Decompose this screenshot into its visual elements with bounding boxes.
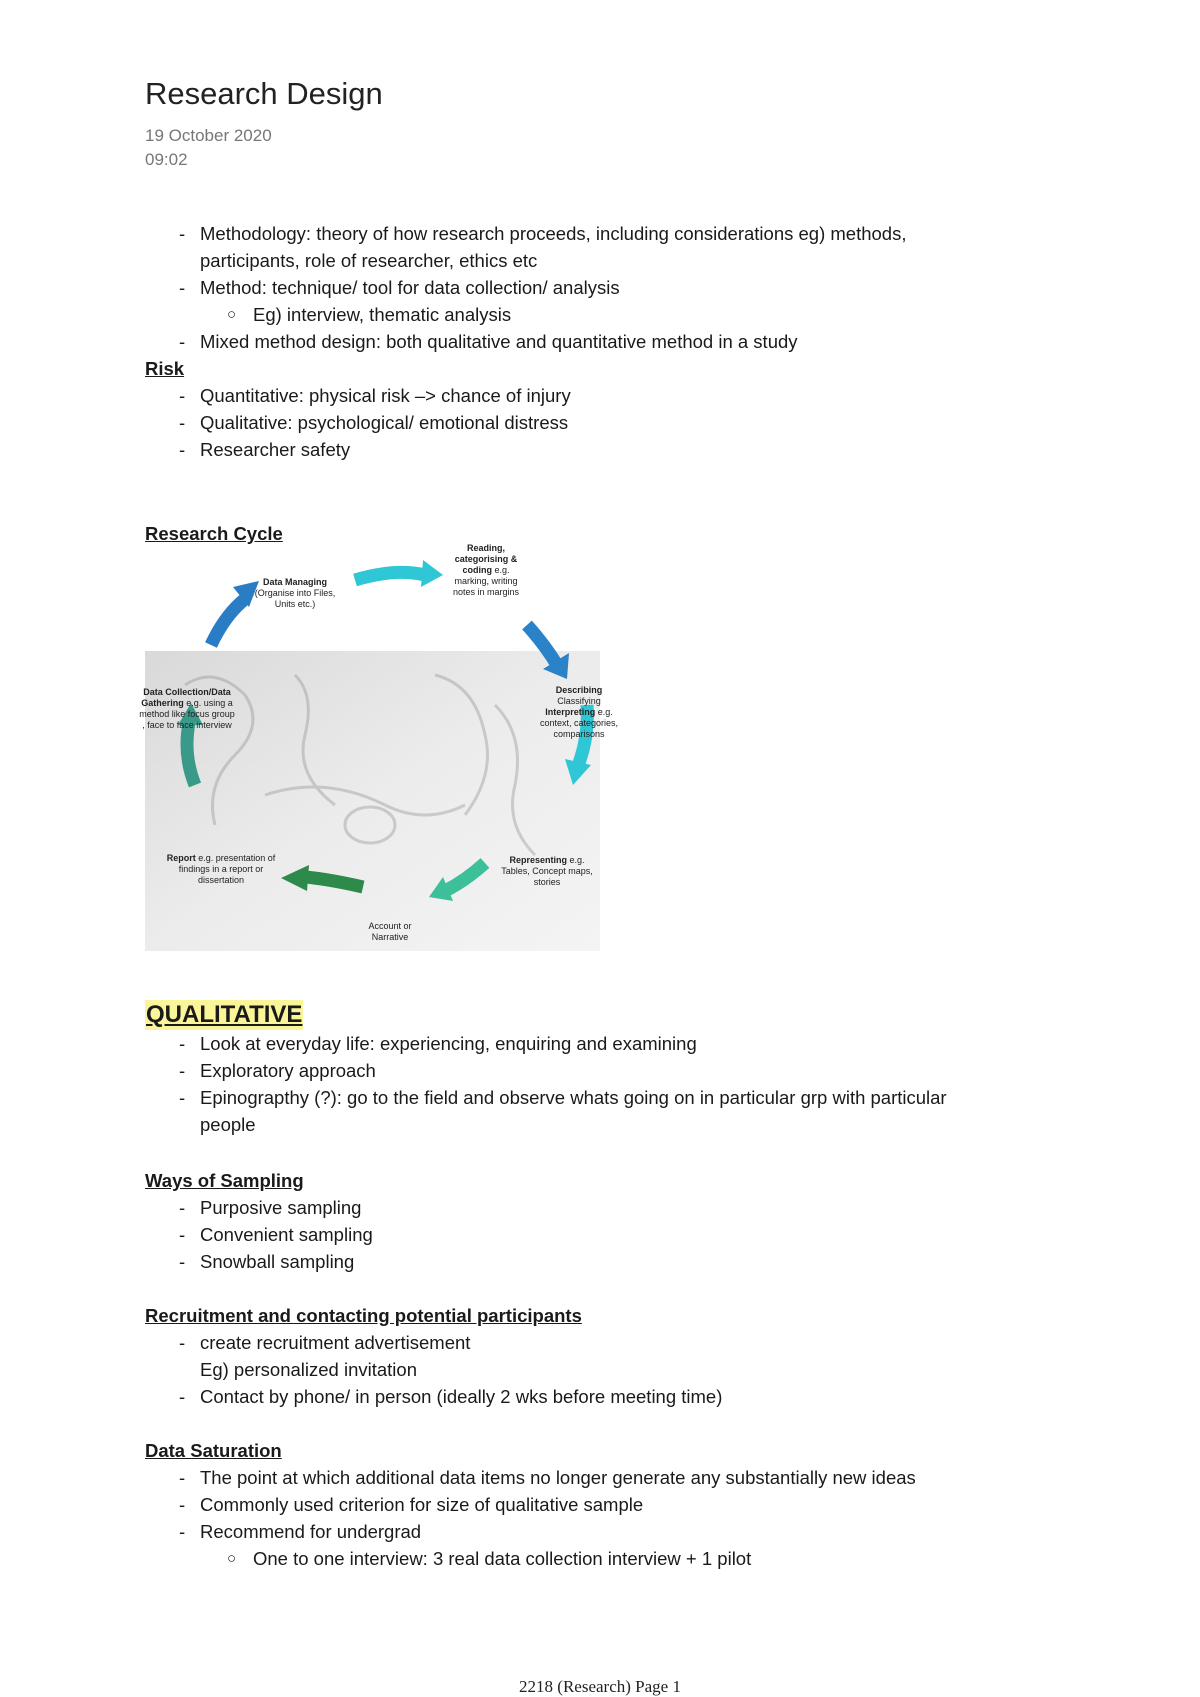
sub-list-item: ○ Eg) interview, thematic analysis bbox=[145, 301, 1045, 328]
list-item: - Researcher safety bbox=[179, 439, 351, 460]
cycle-heading-wrap bbox=[145, 520, 1045, 547]
saturation-heading: Data Saturation bbox=[145, 1440, 282, 1461]
list-item-continuation: participants, role of researcher, ethics etc bbox=[200, 250, 538, 271]
label-account: Account or Narrative bbox=[368, 921, 412, 942]
recruitment-heading: Recruitment and contacting potential participants bbox=[145, 1305, 582, 1326]
label-reading: Reading, categorising & coding e.g. marking, writing notes in margins bbox=[452, 543, 520, 597]
page-time: 09:02 bbox=[145, 150, 188, 169]
label-representing: Representing e.g. Tables, Concept maps, stories bbox=[501, 855, 593, 887]
list-item: - Contact by phone/ in person (ideally 2 wks before meeting time) bbox=[179, 1386, 723, 1407]
list-item-continuation: people bbox=[200, 1114, 256, 1135]
list-item: - Qualitative: psychological/ emotional distress bbox=[179, 412, 569, 433]
list-item: - Recommend for undergrad bbox=[179, 1521, 422, 1542]
arrow-data-managing-to-reading bbox=[355, 560, 443, 587]
list-item: - Commonly used criterion for size of qualitative sample bbox=[179, 1494, 644, 1515]
recruitment-section bbox=[145, 1302, 1045, 1410]
list-item: - Methodology: theory of how research proceeds, including considerations eg) methods, bbox=[179, 223, 907, 244]
list-item: - Method: technique/ tool for data collection/ analysis bbox=[179, 277, 620, 298]
list-item: - Mixed method design: both qualitative and quantitative method in a study bbox=[179, 331, 798, 352]
list-item: - Purposive sampling bbox=[179, 1197, 362, 1218]
circle-bullet-icon: ○ bbox=[227, 1550, 237, 1567]
list-item: - Snowball sampling bbox=[179, 1251, 355, 1272]
sampling-section bbox=[145, 1167, 1045, 1275]
qualitative-section bbox=[145, 1000, 1045, 1138]
risk-heading: Risk bbox=[145, 358, 185, 379]
list-item: - Convenient sampling bbox=[179, 1224, 373, 1245]
list-item: - The point at which additional data items no longer generate any substantially new ideas bbox=[179, 1467, 916, 1488]
qualitative-heading: QUALITATIVE bbox=[146, 1001, 303, 1028]
intro-section bbox=[145, 220, 1045, 355]
page-title: Research Design bbox=[145, 76, 383, 111]
page-date: 19 October 2020 bbox=[145, 126, 272, 145]
saturation-section bbox=[145, 1437, 1045, 1572]
list-item-continuation: Eg) personalized invitation bbox=[200, 1359, 417, 1380]
sub-list-item: ○ One to one interview: 3 real data collection interview + 1 pilot bbox=[145, 1545, 1045, 1572]
label-collection: Data Collection/Data Gathering e.g. using a method like focus group , face to face interview bbox=[139, 687, 235, 730]
risk-section bbox=[145, 355, 1045, 463]
page-footer: 2218 (Research) Page 1 bbox=[519, 1677, 681, 1696]
circle-bullet-icon: ○ bbox=[227, 306, 237, 323]
list-item: - create recruitment advertisement bbox=[179, 1332, 471, 1353]
label-data-managing: Data Managing (Organise into Files, Units etc.) bbox=[254, 577, 336, 609]
label-describing: Describing Classifying Interpreting e.g. context, categories, comparisons bbox=[539, 685, 619, 739]
cycle-heading: Research Cycle bbox=[145, 523, 283, 544]
label-report: Report e.g. presentation of findings in a report or dissertation bbox=[166, 853, 276, 885]
list-item: - Look at everyday life: experiencing, enquiring and examining bbox=[179, 1033, 697, 1054]
sampling-heading: Ways of Sampling bbox=[145, 1170, 304, 1191]
cycle-graphic bbox=[145, 545, 600, 975]
list-item: - Exploratory approach bbox=[179, 1060, 376, 1081]
research-cycle-diagram bbox=[139, 543, 619, 975]
list-item: - Quantitative: physical risk –> chance of injury bbox=[179, 385, 571, 406]
list-item: - Epinograpthy (?): go to the field and observe whats going on in particular grp with particular bbox=[179, 1087, 947, 1108]
